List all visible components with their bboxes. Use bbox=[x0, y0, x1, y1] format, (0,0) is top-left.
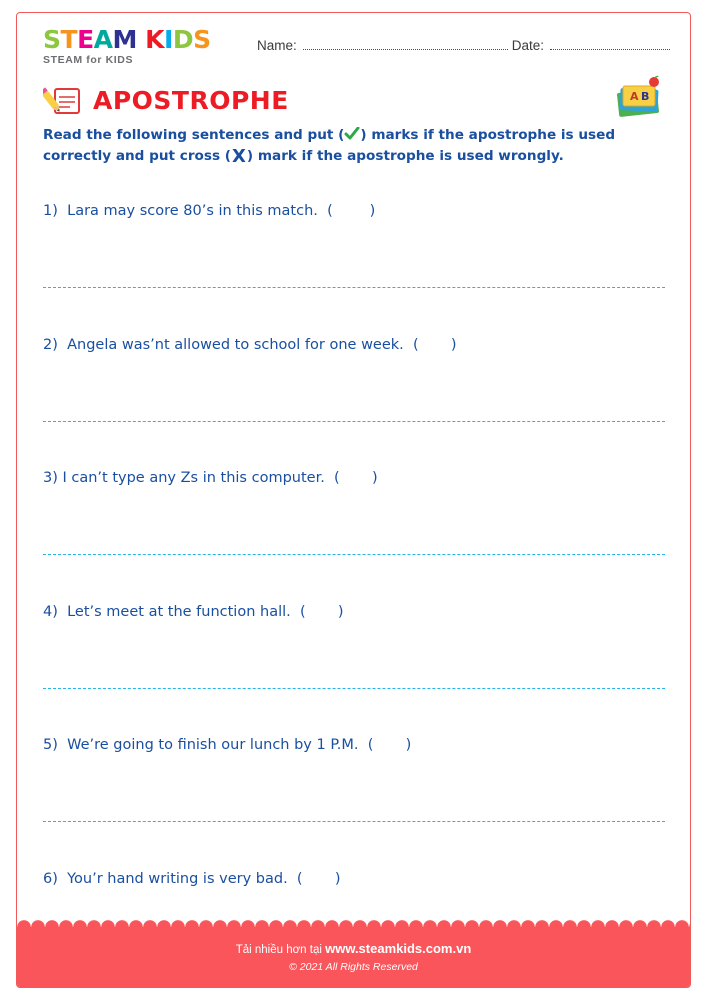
pencil-icon bbox=[43, 83, 83, 117]
footer-copyright: © 2021 All Rights Reserved bbox=[289, 961, 418, 973]
check-mark-icon bbox=[344, 127, 360, 141]
question-item bbox=[43, 462, 665, 596]
question-sentence: Lara may score 80’s in this match. ( ) bbox=[67, 203, 376, 219]
name-label: Name: bbox=[257, 38, 297, 53]
question-sentence: Let’s meet at the function hall. ( ) bbox=[67, 603, 344, 620]
date-input[interactable] bbox=[550, 37, 670, 50]
question-number: 2) bbox=[43, 336, 58, 353]
question-number: 4) bbox=[43, 603, 58, 620]
footer-site-link[interactable]: www.steamkids.com.vn bbox=[325, 941, 472, 956]
question-sentence: I can’t type any Zs in this computer. ( ) bbox=[62, 470, 378, 486]
question-number: 5) bbox=[43, 737, 58, 753]
answer-line[interactable] bbox=[43, 688, 665, 689]
svg-text:B: B bbox=[641, 90, 650, 103]
question-text bbox=[43, 203, 375, 219]
answer-line[interactable] bbox=[43, 287, 665, 288]
name-input[interactable] bbox=[303, 37, 508, 50]
question-item bbox=[43, 596, 665, 730]
brand-logo bbox=[43, 27, 243, 66]
footer-prefix: Tải nhiều hơn tại bbox=[235, 944, 326, 956]
answer-line[interactable] bbox=[43, 421, 665, 422]
question-text bbox=[43, 604, 344, 620]
brand-tagline: STEAM for KIDS bbox=[43, 54, 134, 66]
name-date-row bbox=[257, 37, 674, 53]
date-label: Date: bbox=[511, 38, 544, 53]
title-row bbox=[43, 83, 289, 117]
question-text bbox=[43, 871, 340, 887]
worksheet-header bbox=[17, 13, 690, 75]
books-icon bbox=[610, 75, 668, 125]
scallop-edge bbox=[17, 920, 690, 934]
worksheet-footer bbox=[17, 927, 690, 987]
question-sentence: You’r hand writing is very bad. ( ) bbox=[67, 870, 341, 887]
question-list bbox=[43, 195, 665, 988]
question-number: 1) bbox=[43, 203, 58, 219]
worksheet-page bbox=[16, 12, 691, 988]
instructions-part3: ) mark if the apostrophe is used wrongly. bbox=[246, 148, 564, 165]
instructions: Read the following sentences and put ( ) marks if the apostrophe is used correctly and put cross (X) mark if the apostrophe is used wrongly. bbox=[43, 127, 616, 168]
question-item bbox=[43, 195, 665, 329]
brand-name: STEAM KIDS bbox=[43, 25, 211, 54]
question-sentence: We’re going to finish our lunch by 1 P.M. ( ) bbox=[67, 737, 412, 753]
instructions-part1: Read the following sentences and put ( bbox=[43, 127, 345, 143]
question-text bbox=[43, 737, 411, 753]
answer-line[interactable] bbox=[43, 554, 665, 555]
question-item bbox=[43, 729, 665, 863]
footer-site-line bbox=[17, 941, 690, 956]
page-title: APOSTROPHE bbox=[93, 85, 289, 115]
question-text bbox=[43, 470, 378, 486]
question-item bbox=[43, 329, 665, 463]
question-text bbox=[43, 337, 457, 353]
instructions-part2: ) marks if the apostrophe is used correctly and put cross ( bbox=[43, 127, 616, 165]
question-sentence: Angela was’nt allowed to school for one week. ( ) bbox=[67, 336, 457, 353]
svg-text:A: A bbox=[630, 90, 639, 103]
answer-line[interactable] bbox=[43, 821, 665, 822]
question-number: 3) bbox=[43, 470, 58, 486]
question-number: 6) bbox=[43, 870, 58, 887]
